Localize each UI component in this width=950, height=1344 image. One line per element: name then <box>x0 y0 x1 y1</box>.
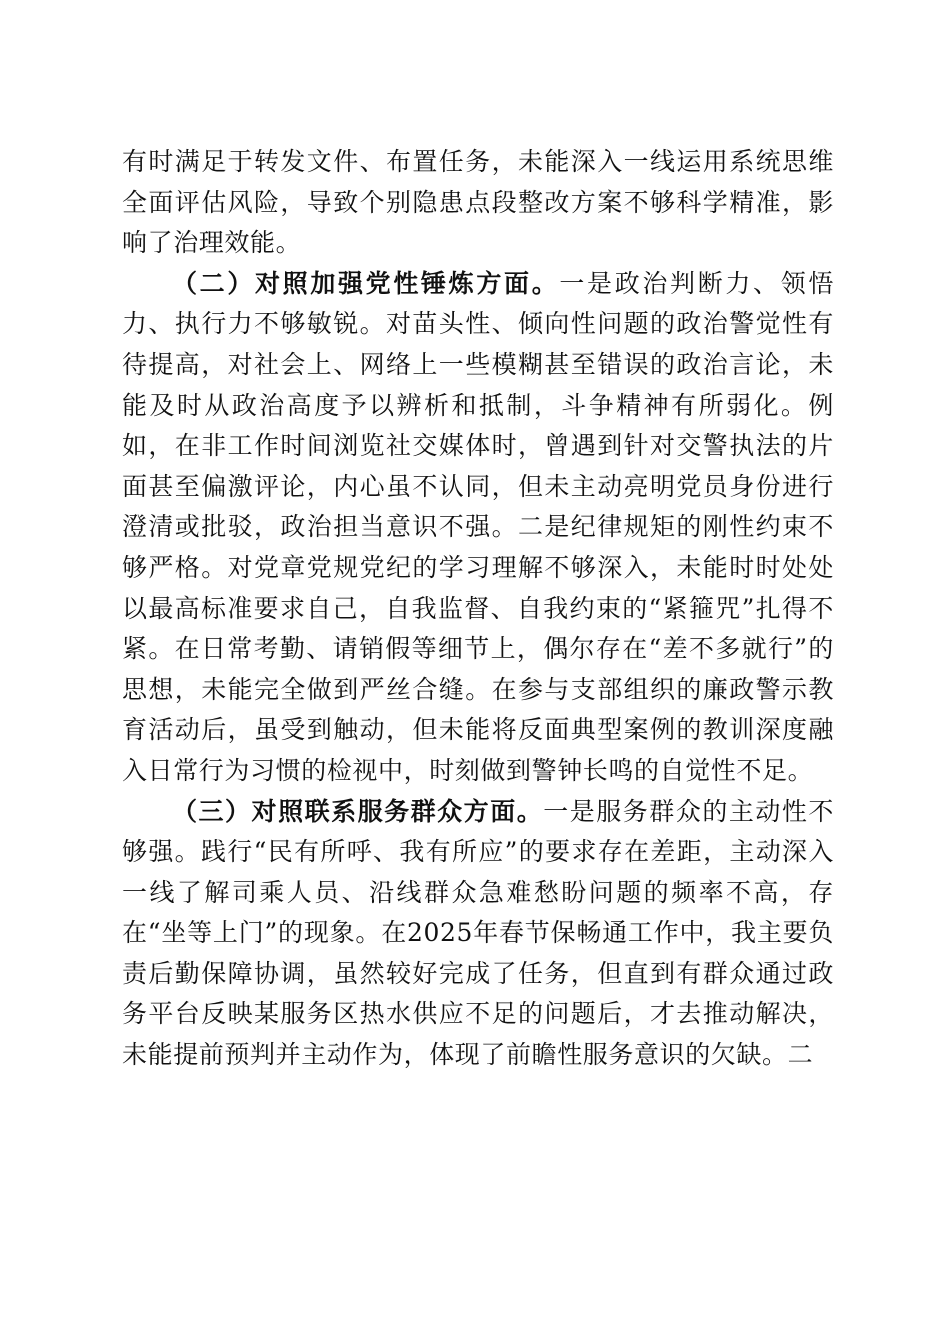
section-heading-serving-masses: （三）对照联系服务群众方面。 <box>172 796 544 826</box>
paragraph-text: 一是服务群众的主动性不够强。践行“民有所呼、我有所应”的要求存在差距，主动深入一线了解司乘人员、沿线群众急难愁盼问题的频率不高，存在“坐等上门”的现象。在2025年春节保畅通工作中，我主要负责后勤保障协调，虽然较好完成了任务，但直到有群众通过政务平台反映某服务区热水供应不足的问题后，才去推动解决，未能提前预判并主动作为，体现了前瞻性服务意识的欠缺。二 <box>122 796 834 1070</box>
paragraph-party-spirit <box>122 264 834 792</box>
document-body <box>122 142 834 1076</box>
paragraph-continuation <box>122 142 834 264</box>
section-heading-party-spirit: （二）对照加强党性锤炼方面。 <box>172 268 560 298</box>
paragraph-text: 一是政治判断力、领悟力、执行力不够敏锐。对苗头性、倾向性问题的政治警觉性有待提高，对社会上、网络上一些模糊甚至错误的政治言论，未能及时从政治高度予以辨析和抵制，斗争精神有所弱化。例如，在非工作时间浏览社交媒体时，曾遇到针对交警执法的片面甚至偏激评论，内心虽不认同，但未主动亮明党员身份进行澄清或批驳，政治担当意识不强。二是纪律规矩的刚性约束不够严格。对党章党规党纪的学习理解不够深入，未能时时处处以最高标准要求自己，自我监督、自我约束的“紧箍咒”扎得不紧。在日常考勤、请销假等细节上，偶尔存在“差不多就行”的思想，未能完全做到严丝合缝。在参与支部组织的廉政警示教育活动后，虽受到触动，但未能将反面典型案例的教训深度融入日常行为习惯的检视中，时刻做到警钟长鸣的自觉性不足。 <box>122 268 834 785</box>
paragraph-text: 有时满足于转发文件、布置任务，未能深入一线运用系统思维全面评估风险，导致个别隐患点段整改方案不够科学精准，影响了治理效能。 <box>122 147 834 258</box>
paragraph-serving-masses <box>122 792 834 1076</box>
